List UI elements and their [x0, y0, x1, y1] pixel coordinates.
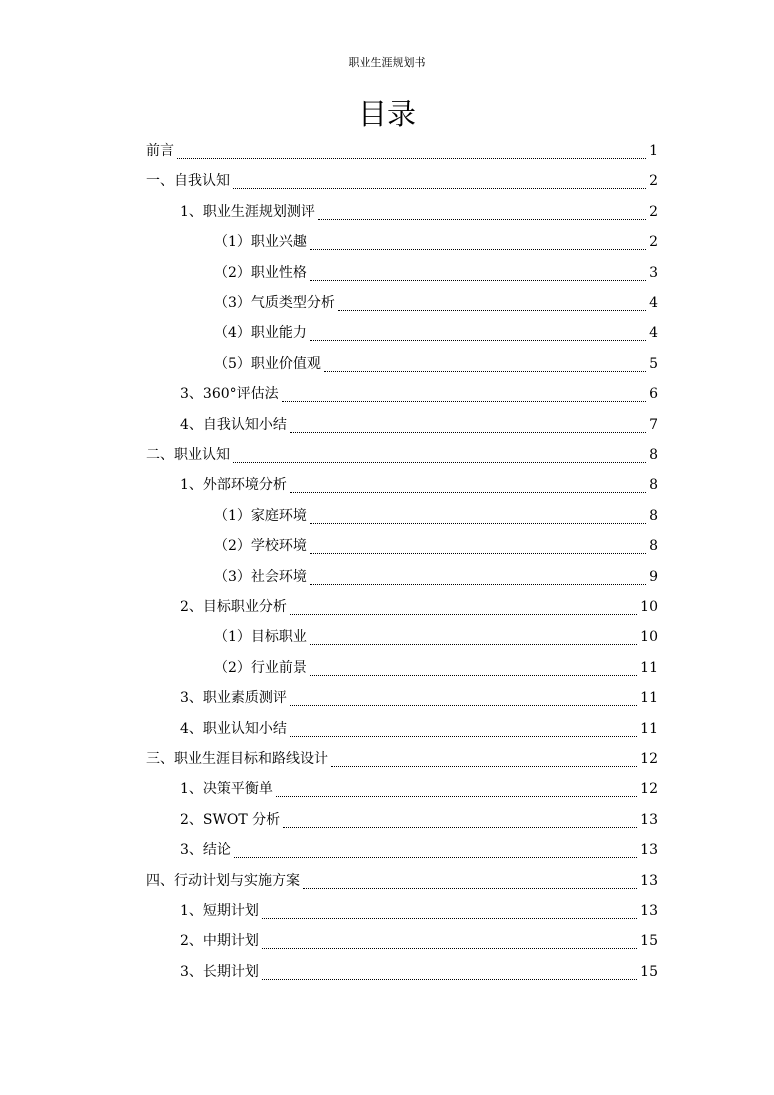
toc-entry-page-number: 10 [640, 629, 658, 646]
toc-dot-leader [233, 461, 646, 463]
toc-entry-page-number: 3 [649, 264, 658, 281]
toc-entry-page-number: 8 [649, 477, 658, 494]
toc-entry-page-number: 11 [640, 659, 658, 676]
toc-dot-leader [290, 491, 646, 493]
toc-entry[interactable] [180, 716, 658, 742]
toc-entry[interactable] [180, 685, 658, 711]
toc-entry[interactable] [214, 624, 658, 650]
toc-dot-leader [310, 643, 637, 645]
toc-entry-label: 四、行动计划与实施方案 [146, 872, 300, 889]
toc-entry-page-number: 15 [640, 963, 658, 980]
toc-entry-page-number: 12 [640, 751, 658, 767]
toc-entry-page-number: 4 [649, 295, 658, 311]
toc-entry[interactable] [180, 199, 658, 225]
toc-entry[interactable] [214, 655, 658, 681]
toc-entry-page-number: 7 [649, 416, 658, 433]
toc-entry[interactable] [214, 229, 658, 255]
toc-dot-leader [303, 887, 637, 889]
toc-entry[interactable] [214, 320, 658, 346]
toc-entry-label: 1、职业生涯规划测评 [180, 203, 315, 220]
toc-entry-label: 1、外部环境分析 [180, 477, 287, 494]
toc-entry-label: （2）学校环境 [214, 538, 307, 555]
toc-dot-leader [262, 917, 637, 919]
toc-entry-label: （1）家庭环境 [214, 507, 307, 524]
toc-entry-page-number: 1 [649, 143, 658, 159]
toc-dot-leader [276, 795, 637, 797]
toc-entry-page-number: 12 [640, 781, 658, 798]
toc-entry-label: 2、中期计划 [180, 933, 259, 950]
toc-entry[interactable] [180, 837, 658, 863]
toc-dot-leader [310, 339, 646, 341]
toc-entry[interactable] [214, 290, 658, 316]
toc-dot-leader [310, 248, 646, 250]
toc-entry[interactable] [180, 928, 658, 954]
toc-entry-label: 3、360°评估法 [180, 386, 279, 403]
toc-entry-page-number: 10 [640, 599, 658, 615]
toc-entry-label: 2、SWOT 分析 [180, 811, 281, 828]
toc-entry[interactable] [146, 442, 658, 468]
toc-entry-label: 2、目标职业分析 [180, 599, 287, 615]
toc-entry[interactable] [214, 564, 658, 590]
toc-dot-leader [290, 704, 637, 706]
toc-entry-page-number: 8 [649, 538, 658, 555]
toc-entry[interactable] [180, 807, 658, 833]
toc-entry-page-number: 13 [640, 842, 658, 859]
toc-dot-leader [290, 735, 637, 737]
toc-entry[interactable] [214, 260, 658, 286]
toc-entry-page-number: 2 [649, 203, 658, 220]
toc-entry-label: （3）气质类型分析 [214, 295, 335, 311]
toc-entry-label: 3、长期计划 [180, 963, 259, 980]
toc-entry-page-number: 9 [649, 568, 658, 585]
toc-entry[interactable] [146, 868, 658, 894]
toc-entry-page-number: 15 [640, 933, 658, 950]
toc-entry-label: （2）行业前景 [214, 659, 307, 676]
toc-dot-leader [177, 157, 646, 159]
toc-dot-leader [324, 370, 646, 372]
toc-entry[interactable] [180, 472, 658, 498]
toc-entry[interactable] [180, 594, 658, 620]
toc-entry-page-number: 8 [649, 447, 658, 463]
toc-entry-page-number: 13 [640, 872, 658, 889]
toc-entry-label: （1）目标职业 [214, 629, 307, 646]
toc-entry-label: 4、自我认知小结 [180, 416, 287, 433]
toc-dot-leader [310, 674, 637, 676]
toc-entry-page-number: 11 [640, 720, 658, 737]
toc-entry[interactable] [180, 412, 658, 438]
toc-entry-page-number: 6 [649, 386, 658, 403]
toc-entry[interactable] [180, 959, 658, 985]
toc-dot-leader [262, 947, 637, 949]
toc-entry-page-number: 8 [649, 507, 658, 524]
toc-dot-leader [338, 309, 646, 311]
toc-entry-label: 1、短期计划 [180, 903, 259, 919]
toc-dot-leader [290, 431, 646, 433]
toc-entry[interactable] [214, 351, 658, 377]
toc-entry[interactable] [180, 898, 658, 924]
toc-entry-label: （5）职业价值观 [214, 355, 321, 372]
toc-entry-label: 3、结论 [180, 842, 231, 859]
toc-entry-label: 二、职业认知 [146, 447, 230, 463]
toc-entry-label: 3、职业素质测评 [180, 690, 287, 707]
toc-dot-leader [282, 400, 646, 402]
toc-entry[interactable] [180, 381, 658, 407]
toc-dot-leader [318, 218, 646, 220]
toc-entry-page-number: 13 [640, 903, 658, 919]
toc-dot-leader [290, 613, 637, 615]
toc-dot-leader [310, 279, 646, 281]
toc-entry-page-number: 5 [649, 355, 658, 372]
toc-dot-leader [234, 856, 637, 858]
toc-entry[interactable] [180, 776, 658, 802]
running-header: 职业生涯规划书 [348, 56, 426, 69]
toc-entry-label: 前言 [146, 143, 174, 159]
toc-dot-leader [310, 552, 646, 554]
toc-entry-label: 4、职业认知小结 [180, 720, 287, 737]
toc-entry[interactable] [146, 168, 658, 194]
toc-dot-leader [331, 765, 637, 767]
toc-entry-label: 一、自我认知 [146, 173, 230, 190]
toc-entry[interactable] [214, 533, 658, 559]
toc-entry-page-number: 2 [649, 234, 658, 251]
toc-entry-page-number: 13 [640, 811, 658, 828]
toc-dot-leader [262, 978, 637, 980]
toc-entry-page-number: 2 [649, 173, 658, 190]
toc-entry-label: （3）社会环境 [214, 568, 307, 585]
toc-entry-label: （1）职业兴趣 [214, 234, 307, 251]
toc-dot-leader [283, 826, 637, 828]
page-title: 目录 [357, 97, 416, 131]
toc-entry-page-number: 4 [649, 325, 658, 342]
toc-entry-label: 1、决策平衡单 [180, 781, 273, 798]
toc-entry[interactable] [146, 746, 658, 772]
toc-entry-label: 三、职业生涯目标和路线设计 [146, 751, 328, 767]
toc-entry[interactable] [146, 138, 658, 164]
toc-dot-leader [233, 187, 646, 189]
toc-dot-leader [310, 522, 646, 524]
toc-entry[interactable] [214, 503, 658, 529]
toc-entry-label: （2）职业性格 [214, 264, 307, 281]
toc-entry-label: （4）职业能力 [214, 325, 307, 342]
toc-dot-leader [310, 583, 646, 585]
toc-entry-page-number: 11 [640, 690, 658, 707]
